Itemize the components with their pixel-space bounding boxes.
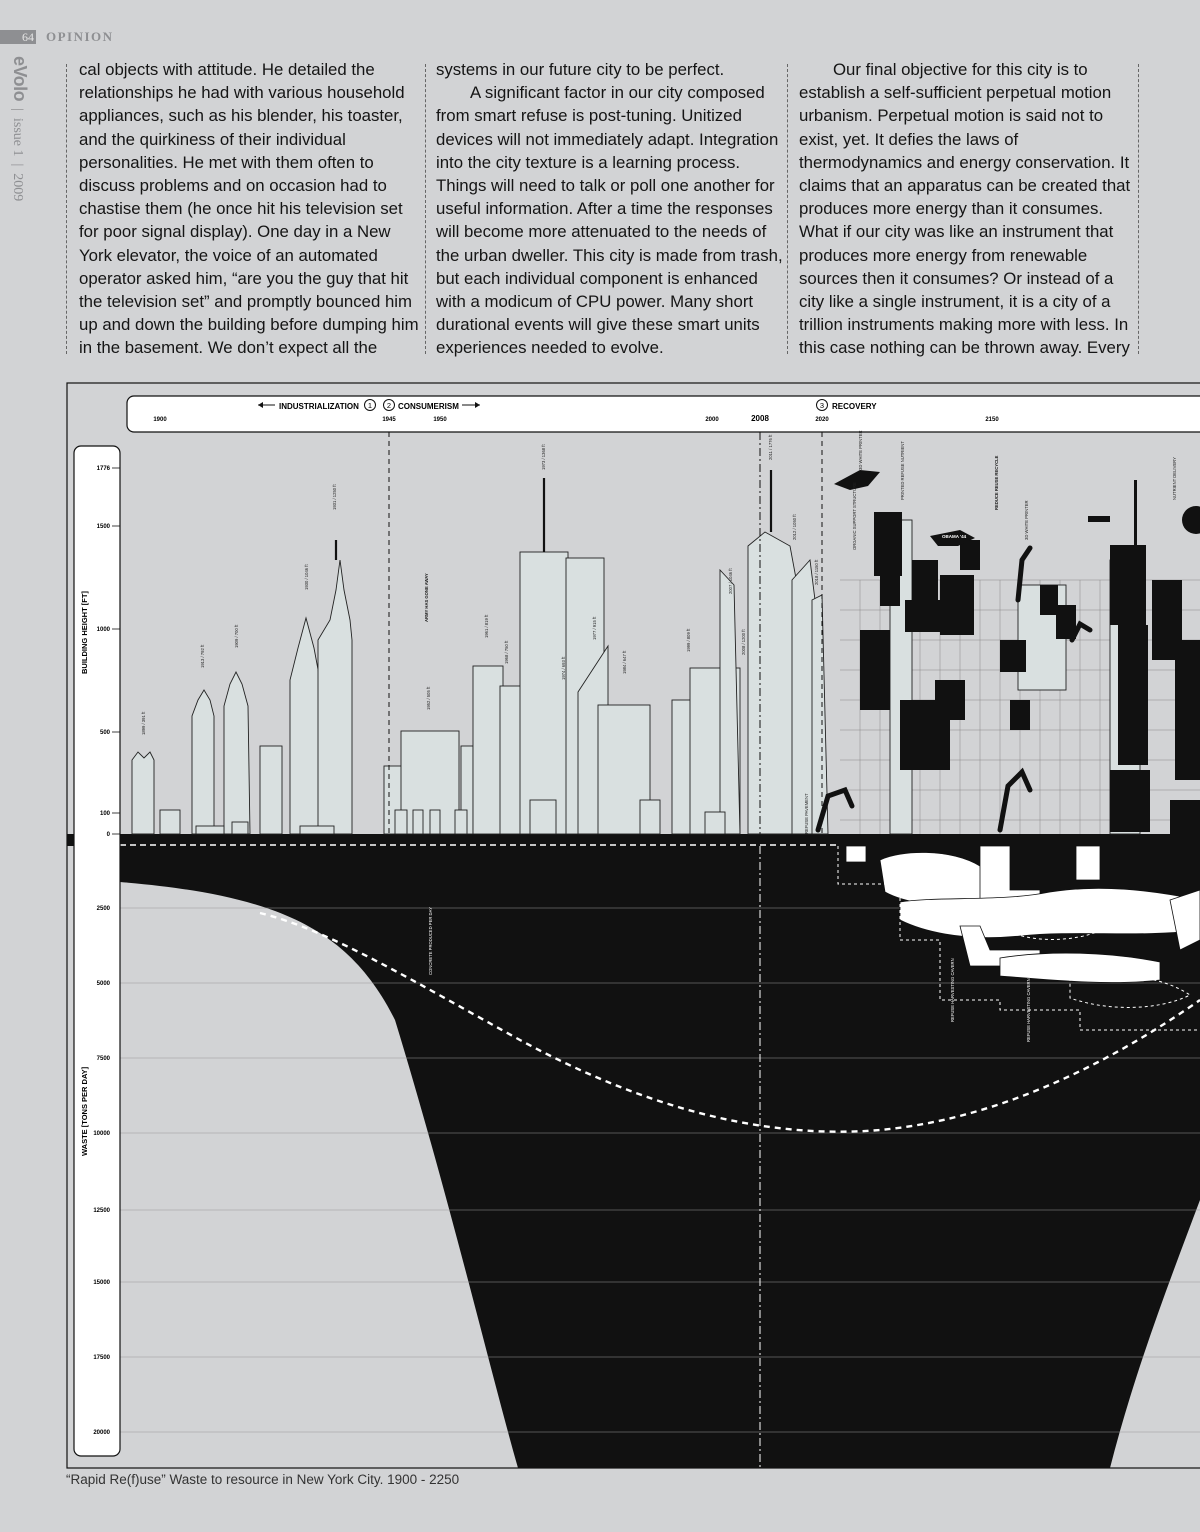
height-tick: 1000 xyxy=(96,627,110,633)
waste-tick: 12500 xyxy=(93,1208,110,1214)
building-label: REDUCE REUSE RECYCLE xyxy=(994,455,999,510)
waste-tick: 15000 xyxy=(93,1280,110,1286)
building-label: 1952 / 505 ft xyxy=(426,686,431,710)
building-label: 1984 / 647 ft xyxy=(622,650,627,674)
divider-bar: | xyxy=(10,104,25,115)
building-label: 2018 / 1150 ft xyxy=(814,559,819,585)
building-label: 2008 / 1200 ft xyxy=(741,629,746,655)
era-label-consumerism: CONSUMERISM xyxy=(398,402,459,411)
year-tick: 2000 xyxy=(705,417,719,423)
building-label: OBAMA '44 xyxy=(942,534,967,539)
height-axis-label: BUILDING HEIGHT [FT] xyxy=(80,591,89,674)
issue-label: issue 1 xyxy=(10,117,25,157)
page-number: 64 xyxy=(0,30,36,44)
era-number-3: 3 xyxy=(819,401,825,410)
building-label: 1961 / 819 ft xyxy=(484,614,489,638)
year-tick-2008: 2008 xyxy=(751,414,769,423)
paragraph: cal objects with attitude. He detailed the relationships he had with various household appliances, such as his blender, his toaster, and the quirkiness of their individual personalities. He met with them often to discuss problems and on occasion had to chastise them (he once hit his television set for poor signal display). One day in a New York elevator, the voice of an automated operator asked him, “are you the guy that hit the television set” and promptly bounced him up and down the building before dumping him in the basement. We don’t expect all the xyxy=(79,60,419,358)
waste-tick: 17500 xyxy=(93,1355,110,1361)
building-label: 1913 / 792 ft xyxy=(200,644,205,668)
divider-bar: | xyxy=(10,159,25,170)
building-label: 1931 / 1250 ft xyxy=(332,484,337,510)
underground-label: REFUSE HARVESTING CAVERN xyxy=(1026,978,1031,1042)
building-label: NUTRIENT DELIVERY xyxy=(1172,457,1177,500)
figure-caption: “Rapid Re(f)use” Waste to resource in New York City. 1900 - 2250 xyxy=(66,1472,460,1487)
height-tick: 100 xyxy=(99,811,110,817)
building-label: 1999 / 809 ft xyxy=(686,628,691,652)
building-label: 1973 / 1368 ft xyxy=(541,444,546,470)
era-label-industrialization: INDUSTRIALIZATION xyxy=(279,402,359,411)
paragraph: systems in our future city to be perfect. xyxy=(436,60,725,79)
building-label: PRINTED REFUSE NUTRIENT xyxy=(900,441,905,500)
building-label: 1968 / 750 ft xyxy=(504,640,509,664)
height-tick: 1500 xyxy=(96,524,110,530)
height-tick: 0 xyxy=(106,832,110,838)
building-label: 3D WHITE PRINTER xyxy=(1024,500,1029,540)
era-number-1: 1 xyxy=(367,401,373,410)
building-label: ARMY HAS GONE AWAY xyxy=(424,573,429,622)
building-label: 1909 / 700 ft xyxy=(234,624,239,648)
waste-tick: 7500 xyxy=(96,1056,110,1062)
year-tick: 1900 xyxy=(153,417,167,423)
year-tick: 1950 xyxy=(433,417,447,423)
era-number-2: 2 xyxy=(386,401,392,410)
building-label: 2012 / 1050 ft xyxy=(792,514,797,540)
height-tick: 1776 xyxy=(96,466,110,472)
ground-band xyxy=(67,834,1200,846)
height-tick: 500 xyxy=(99,730,110,736)
waste-axis-label: WASTE [TONS PER DAY] xyxy=(80,1066,89,1156)
building-label: 1930 / 1046 ft xyxy=(304,564,309,590)
waste-tick: 2500 xyxy=(96,906,110,912)
year-tick: 2020 xyxy=(815,417,829,423)
era-label-recovery: RECOVERY xyxy=(832,402,877,411)
building-label: 1974 / 693 ft xyxy=(561,656,566,680)
paragraph: A significant factor in our city composed from smart refuse is post-tuning. Unitized devices will not immediately adapt. Integration into the city texture is a learning process. Things will need to talk or poll one another for useful information. After a time the responses will become more attenuated to the needs of the urban dweller. This city is made from trash, but each individual component is enhanced with a modicum of CPU power. Many short durational events will give these smart units experiences needed to evolve. xyxy=(436,83,783,358)
underground-label: CONCRETE PRODUCED PER DAY xyxy=(428,907,433,975)
building-label: REFUSE PAVEMENT xyxy=(804,793,809,834)
building-label: 2007 / 1046 ft xyxy=(728,568,733,594)
building-label: 2011 / 1776 ft xyxy=(768,434,773,460)
magazine-logo: eVolo xyxy=(10,56,30,102)
underground-label: REFUSE HARVESTING CAVERN xyxy=(950,958,955,1022)
waste-tick: 5000 xyxy=(96,981,110,987)
waste-tick: 10000 xyxy=(93,1131,110,1137)
waste-tick: 20000 xyxy=(93,1430,110,1436)
year-tick: 2150 xyxy=(985,417,999,423)
building-label: 1977 / 915 ft xyxy=(592,616,597,640)
section-title: OPINION xyxy=(46,29,114,44)
year-tick: 1945 xyxy=(382,417,396,423)
building-label: 3D WHITE PRINTER xyxy=(858,430,863,470)
building-label: ORGANIC SUPPORT STRUCTURE xyxy=(852,482,857,550)
building-label: 1899 / 391 ft xyxy=(141,711,146,735)
year-label: 2009 xyxy=(10,173,25,202)
paragraph: Our final objective for this city is to establish a self-sufficient perpetual motion urbanism. Perpetual motion is said not to exist, yet. It defies the laws of thermodynamics and energy conservation. It claims that an apparatus can be created that produces more energy than it consumes. What if our city was like an instrument that produces more energy from renewable sources then it consumes? Or instead of a city like a single instrument, it is a city of a trillion instruments making more with less. In this case nothing can be thrown away. Every xyxy=(799,60,1131,358)
